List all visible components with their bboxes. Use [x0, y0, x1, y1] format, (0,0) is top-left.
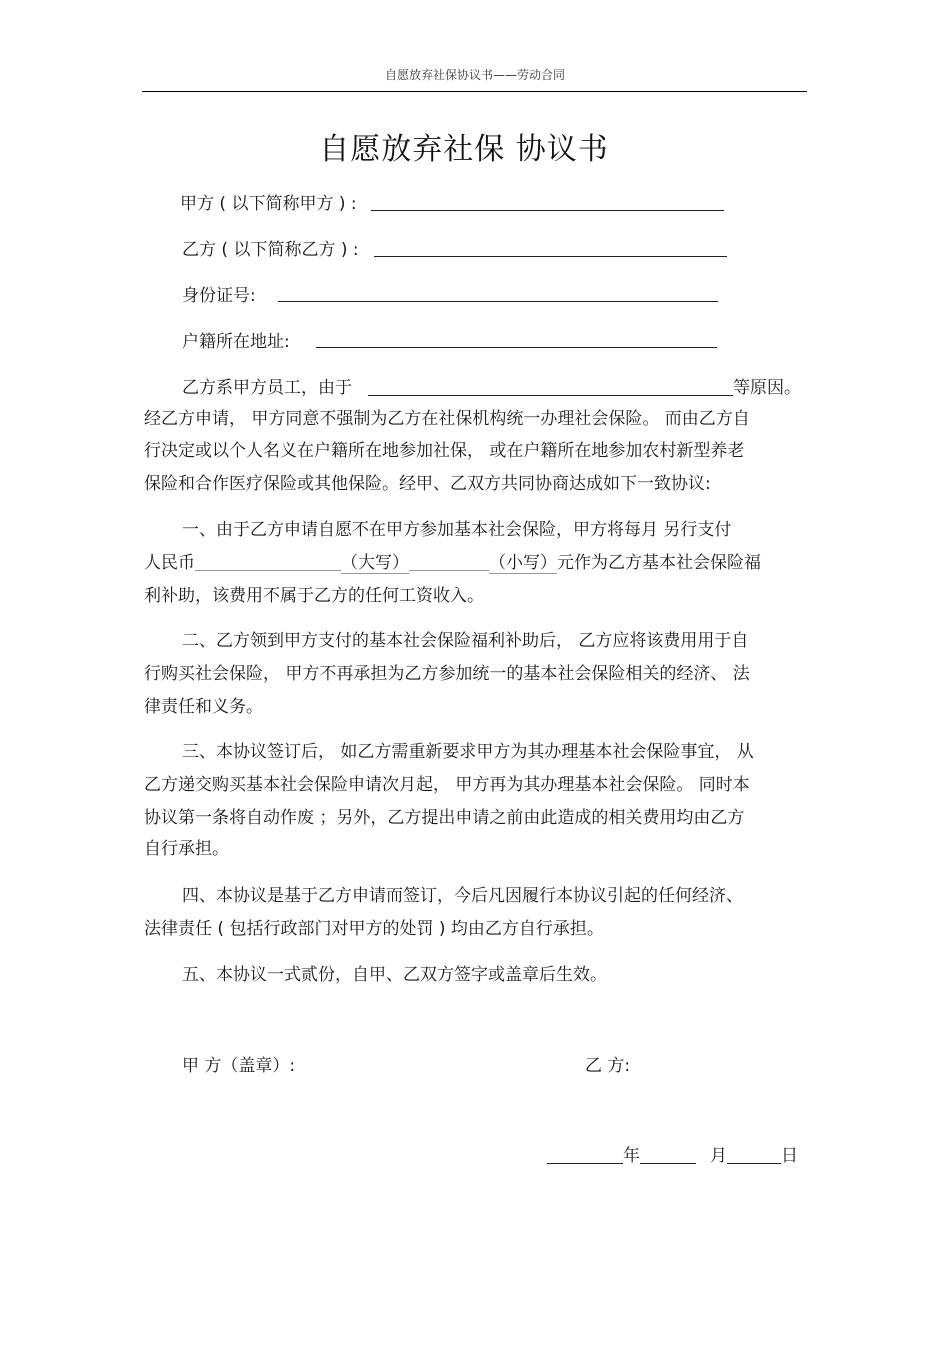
- running-header: 自愿放弃社保协议书——劳动合同: [384, 68, 565, 82]
- clause-1-line-2: [144, 548, 761, 574]
- id-number-label: 身份证号:: [182, 286, 256, 306]
- party-a-label: 甲方 ( 以下简称甲方 ) :: [180, 194, 357, 214]
- clause-2-line-1: 二、乙方领到甲方支付的基本社会保险福利补助后， 乙方应将该费用用于自: [182, 631, 749, 651]
- month-label: 月: [710, 1146, 727, 1166]
- party-a-blank[interactable]: [371, 210, 724, 211]
- clause-4-line-1: 四、本协议是基于乙方申请而签订，今后凡因履行本协议引起的任何经济、: [182, 886, 743, 906]
- reason-blank[interactable]: [368, 378, 733, 396]
- intro-text: 等原因。: [733, 378, 801, 398]
- amount-blank-left[interactable]: [195, 553, 341, 571]
- intro-line-4: 保险和合作医疗保险或其他保险。经甲、乙双方共同协商达成如下一致协议:: [144, 474, 711, 494]
- party-a-signature-label: 甲 方（盖章）:: [182, 1056, 296, 1076]
- xiaoxie-label: （小写）: [489, 548, 557, 574]
- party-b-blank[interactable]: [374, 256, 727, 257]
- amount-daxie-blank[interactable]: [409, 553, 489, 571]
- clause-3-line-3: 协议第一条将自动作废 ；另外，乙方提出申请之前由此造成的相关费用均由乙方: [144, 808, 745, 828]
- intro-line-2: 经乙方申请， 甲方同意不强制为乙方在社保机构统一办理社会保险。 而由乙方自: [144, 409, 750, 429]
- party-b-label: 乙方 ( 以下简称乙方 ) :: [182, 240, 359, 260]
- household-address-label: 户籍所在地址:: [182, 332, 290, 352]
- header-divider: [142, 91, 807, 92]
- clause-2-line-3: 律责任和义务。: [144, 697, 263, 717]
- clause-3-line-1: 三、本协议签订后， 如乙方需重新要求甲方为其办理基本社会保险事宜， 从: [182, 742, 754, 762]
- clause-1-suffix: 元作为乙方基本社会保险福: [557, 553, 761, 573]
- household-address-blank[interactable]: [316, 347, 717, 348]
- day-label: 日: [781, 1146, 798, 1166]
- year-blank[interactable]: [547, 1146, 623, 1164]
- clause-4-line-2: 法律责任 ( 包括行政部门对甲方的处罚 ) 均由乙方自行承担。: [144, 919, 604, 939]
- clause-3-line-2: 乙方递交购买基本社会保险申请次月起， 甲方再为其办理基本社会保险。 同时本: [144, 775, 750, 795]
- day-blank[interactable]: [727, 1146, 781, 1164]
- intro-line-1: [182, 373, 801, 398]
- clause-2-line-2: 行购买社会保险， 甲方不再承担为乙方参加统一的基本社会保险相关的经济、 法: [144, 664, 750, 684]
- party-b-signature-label: 乙 方:: [585, 1056, 631, 1076]
- intro-line-3: 行决定或以个人名义在户籍所在地参加社保， 或在户籍所在地参加农村新型养老: [144, 441, 745, 461]
- year-label: 年: [623, 1146, 640, 1166]
- date-line: [547, 1141, 798, 1166]
- clause-1-line-3: 利补助，该费用不属于乙方的任何工资收入。: [144, 586, 484, 606]
- month-blank[interactable]: [640, 1146, 696, 1164]
- clause-1-line-1: 一、由于乙方申请自愿不在甲方参加基本社会保险，甲方将每月 另行支付: [182, 520, 732, 540]
- id-number-blank[interactable]: [278, 301, 718, 302]
- intro-text: 乙方系甲方员工，由于: [182, 378, 352, 398]
- clause-3-line-4: 自行承担。: [144, 839, 229, 859]
- clause-5-line-1: 五、本协议一式贰份，自甲、乙双方签字或盖章后生效。: [182, 965, 607, 985]
- daxie-label: （大写）: [341, 548, 409, 574]
- document-title: 自愿放弃社保 协议书: [319, 132, 609, 167]
- rmb-label: 人民币: [144, 553, 195, 573]
